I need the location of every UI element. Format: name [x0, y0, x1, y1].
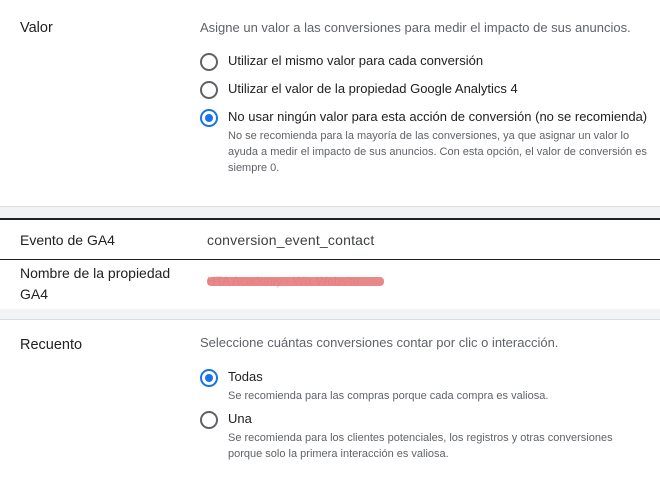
row-divider	[0, 259, 660, 260]
valor-option-no-value[interactable]	[200, 108, 648, 176]
radio-checked-icon[interactable]	[200, 369, 218, 387]
section-gap	[0, 207, 660, 218]
valor-description: Asigne un valor a las conversiones para medir el impacto de sus anuncios.	[200, 20, 631, 35]
radio-unchecked-icon[interactable]	[200, 81, 218, 99]
valor-option-sub: No se recomienda para la mayoría de las conversiones, ya que asignar un valor lo ayuda a medir el impacto de sus anuncios. Con esta opción, el valor de conversión es siempre 0.	[228, 130, 647, 174]
valor-option-label: Utilizar el mismo valor para cada conversión	[228, 53, 484, 68]
recuento-title: Recuento	[20, 337, 83, 353]
recuento-option-una[interactable]	[200, 410, 648, 462]
recuento-option-sub: Se recomienda para las compras porque cada compra es valiosa.	[228, 390, 549, 402]
redaction-mark	[207, 277, 384, 286]
valor-option-label: No usar ningún valor para esta acción de conversión (no se recomienda)	[228, 109, 648, 124]
recuento-option-sub: Se recomienda para los clientes potenciales, los registros y otras conversiones porque solo la primera interacción es valiosa.	[228, 432, 613, 460]
radio-unchecked-icon[interactable]	[200, 53, 218, 71]
recuento-option-label: Todas	[228, 369, 263, 384]
ga4-event-value: conversion_event_contact	[207, 232, 375, 248]
recuento-description: Seleccione cuántas conversiones contar por clic o interacción.	[200, 335, 559, 350]
ga4-event-label: Evento de GA4	[20, 232, 115, 248]
ga4-property-label: Nombre de la propiedad GA4	[20, 265, 171, 302]
recuento-option-label: Una	[228, 411, 252, 426]
section-gap	[0, 309, 660, 319]
valor-option-ga4-value[interactable]	[200, 80, 518, 99]
radio-unchecked-icon[interactable]	[200, 411, 218, 429]
radio-checked-icon[interactable]	[200, 109, 218, 127]
valor-option-label: Utilizar el valor de la propiedad Google Analytics 4	[228, 81, 518, 96]
recuento-option-todas[interactable]	[200, 368, 648, 404]
valor-option-same-value[interactable]	[200, 52, 483, 71]
valor-title: Valor	[20, 20, 53, 36]
